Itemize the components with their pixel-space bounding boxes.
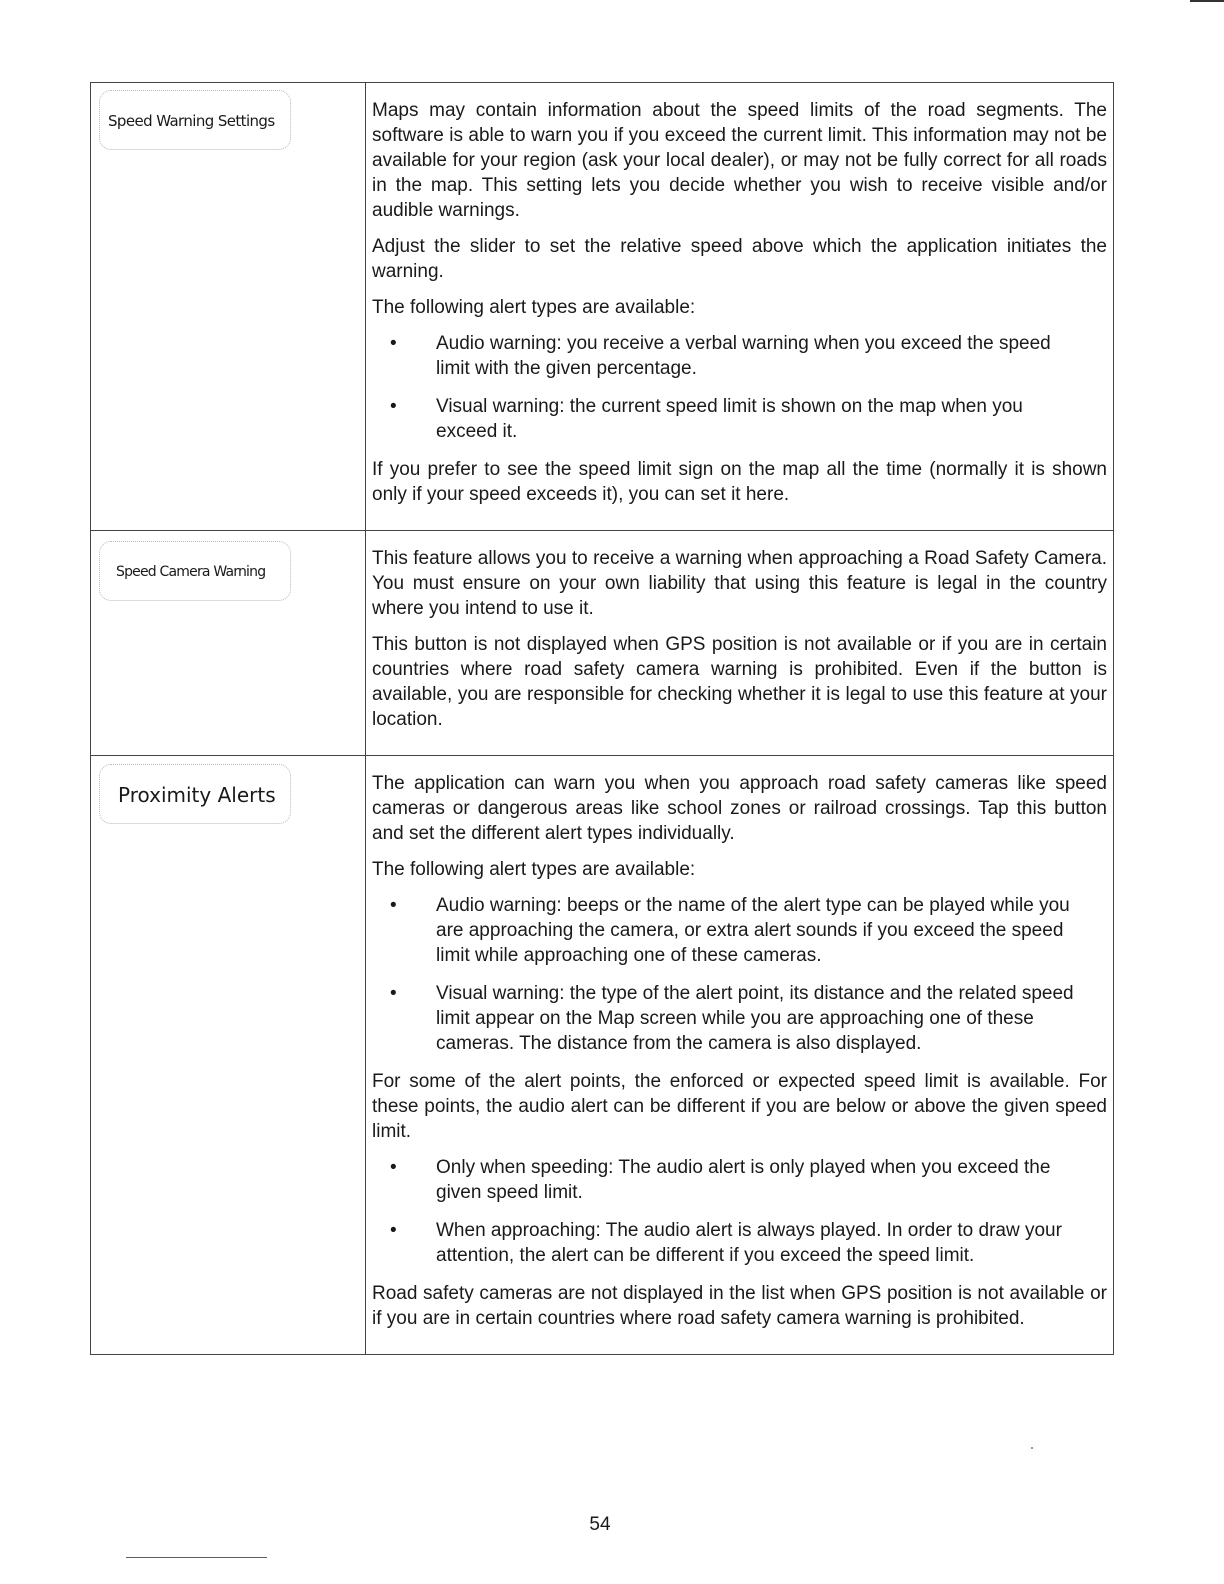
setting-cell (91, 531, 366, 756)
footer-rule (126, 1557, 267, 1558)
list-item (372, 1218, 1107, 1268)
speed-warning-settings-button[interactable]: Speed Warning Settings (99, 90, 291, 150)
list-item (372, 1155, 1107, 1205)
list-item-text: Audio warning: beeps or the name of the alert type can be played while you are approaching the camera, or extra alert sounds if you exceed the speed limit while approaching one of these cameras. (436, 895, 1070, 966)
paragraph: The following alert types are available: (372, 297, 696, 318)
paragraph: This feature allows you to receive a warning when approaching a Road Safety Camera. You must ensure on your own liability that using this feature is legal in the country where you intend to use it. (372, 548, 1107, 619)
paragraph: Road safety cameras are not displayed in the list when GPS position is not available or if you are in certain countries where road safety camera warning is prohibited. (372, 1283, 1107, 1329)
setting-cell (91, 756, 366, 1355)
list-item (372, 981, 1107, 1056)
description-cell (366, 83, 1114, 531)
paragraph: The application can warn you when you approach road safety cameras like speed cameras or dangerous areas like school zones or railroad crossings. Tap this button and set the different alert types individually. (372, 773, 1107, 844)
top-edge-mark (1190, 0, 1224, 2)
table-row-speed-camera (91, 531, 1114, 756)
bullet-dot: • (390, 983, 397, 1004)
description-cell (366, 756, 1114, 1355)
bullet-dot: • (390, 895, 397, 916)
list-item (372, 893, 1107, 968)
speed-camera-warning-button[interactable]: Speed Camera Warning (99, 541, 291, 601)
list-item-text: Only when speeding: The audio alert is only played when you exceed the given speed limit. (436, 1157, 1051, 1203)
paragraph: This button is not displayed when GPS position is not available or if you are in certain countries where road safety camera warning is prohibited. Even if the button is available, you are responsible for checking whether it is legal to use this feature at your location. (372, 634, 1107, 730)
bullet-dot: • (390, 333, 397, 354)
bullet-dot: • (390, 1220, 397, 1241)
table-row-speed-warning (91, 83, 1114, 531)
bullet-dot: • (390, 1157, 397, 1178)
description-cell (366, 531, 1114, 756)
scan-speck (1031, 1447, 1033, 1449)
proximity-alerts-button[interactable]: Proximity Alerts (99, 764, 291, 824)
paragraph: If you prefer to see the speed limit sign on the map all the time (normally it is shown only if your speed exceeds it), you can set it here. (372, 459, 1107, 505)
paragraph: Maps may contain information about the speed limits of the road segments. The software is able to warn you if you exceed the current limit. This information may not be available for your region (ask your local dealer), or may not be fully correct for all roads in the map. This setting lets you decide whether you wish to receive visible and/or audible warnings. (372, 100, 1107, 221)
list-item (372, 394, 1107, 444)
list-item-text: Visual warning: the type of the alert point, its distance and the related speed limit appear on the Map screen while you are approaching one of these cameras. The distance from the camera is also displayed. (436, 983, 1074, 1054)
list-item-text: Visual warning: the current speed limit is shown on the map when you exceed it. (436, 396, 1023, 442)
bullet-list (372, 331, 1107, 444)
bullet-list (372, 1155, 1107, 1268)
bullet-dot: • (390, 396, 397, 417)
settings-description-table (90, 82, 1114, 1355)
table-row-proximity-alerts (91, 756, 1114, 1355)
page-number: 54 (589, 1514, 611, 1535)
paragraph: Adjust the slider to set the relative speed above which the application initiates the warning. (372, 236, 1107, 282)
bullet-list (372, 893, 1107, 1056)
setting-cell (91, 83, 366, 531)
list-item-text: Audio warning: you receive a verbal warning when you exceed the speed limit with the given percentage. (436, 333, 1051, 379)
paragraph: The following alert types are available: (372, 859, 696, 880)
list-item (372, 331, 1107, 381)
paragraph: For some of the alert points, the enforced or expected speed limit is available. For these points, the audio alert can be different if you are below or above the given speed limit. (372, 1071, 1107, 1142)
list-item-text: When approaching: The audio alert is always played. In order to draw your attention, the alert can be different if you exceed the speed limit. (436, 1220, 1062, 1266)
